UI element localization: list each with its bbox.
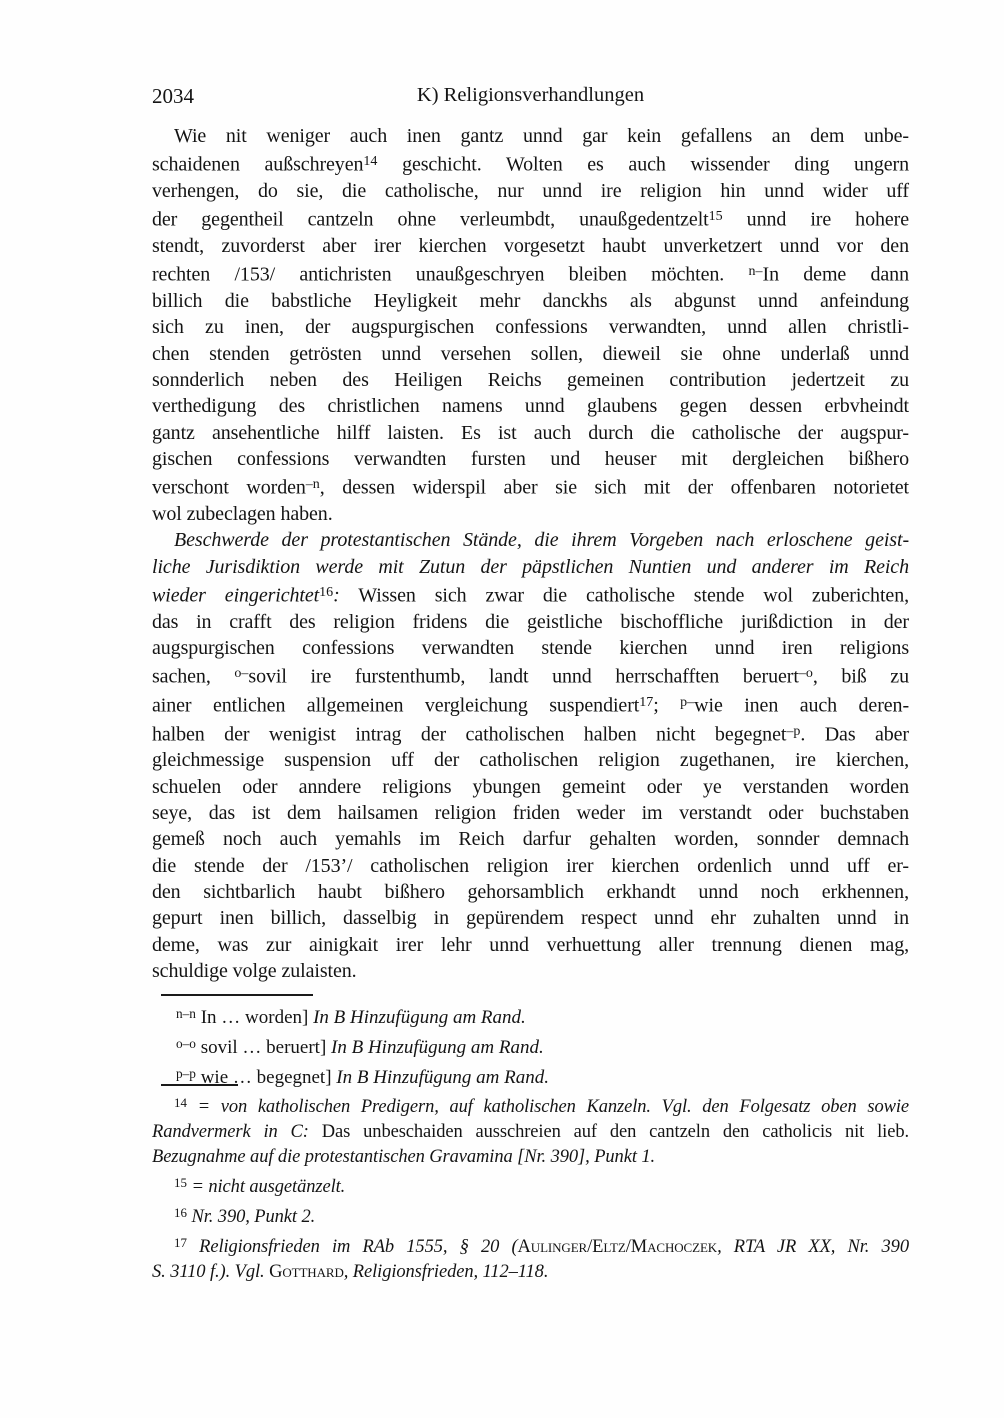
text-line <box>152 1061 909 1091</box>
text-segment: , Religionsfrieden, 112–118. <box>343 1261 549 1282</box>
text-line <box>152 1001 909 1031</box>
text-segment: der gegentheil cantzeln ohne verleumbdt, unaußgedentzelt <box>152 208 709 231</box>
text-segment: In B Hinzufügung am Rand. <box>331 1037 544 1059</box>
text-segment: In … worden] <box>195 1007 314 1029</box>
superscript-mark: –p <box>786 723 801 739</box>
text-segment: In deme dann <box>762 263 909 286</box>
text-segment: gischen confessions verwandten fursten und heuser mit dergleichen bißhero <box>152 448 909 471</box>
text-segment: halben der wenigist intrag der catholischen halben nicht begegnet <box>152 723 787 746</box>
paragraph <box>152 123 909 527</box>
text-segment: verschont worden <box>152 476 306 499</box>
text-line <box>152 178 909 204</box>
text-segment: gepurt inen billich, dasselbig in gepürendem respect unnd ehr zuhalten unnd in <box>152 907 909 930</box>
text-segment: Machoczek <box>630 1236 718 1257</box>
text-segment: Gotthard <box>269 1261 344 1282</box>
superscript-mark: o– <box>234 666 249 682</box>
text-segment: = nicht ausgetänzelt. <box>186 1176 346 1197</box>
apparatus-separator-rule <box>161 994 313 996</box>
text-segment: wieder eingerichtet <box>152 584 320 607</box>
text-segment: S. 3110 f.). Vgl. <box>152 1261 270 1282</box>
text-segment: verthedigung des christlichen namens unnd glaubens gegen dessen erbvheindt <box>152 395 909 418</box>
text-segment: wol zubeclagen haben. <box>152 503 333 526</box>
text-segment: gemeß noch auch yemahls im Reich darfur gehalten worden, sonnder demnach <box>152 828 909 851</box>
text-line <box>152 288 909 314</box>
text-line <box>152 446 909 472</box>
text-line <box>152 690 909 719</box>
text-segment: Wie nit weniger auch inen gantz unnd gar kein gefallens an dem unbe- <box>174 125 909 147</box>
text-line <box>152 341 909 367</box>
superscript-mark: 15 <box>708 209 723 225</box>
text-segment: sachen, <box>152 665 235 688</box>
superscript-mark: n– <box>748 264 763 280</box>
text-segment: chen stenden getrösten unnd versehen sollen, dieweil sie ohne underlaß unnd <box>152 342 909 365</box>
superscript-mark: 17 <box>174 1234 187 1250</box>
text-line <box>152 879 909 905</box>
footnote <box>152 1170 909 1200</box>
text-segment: stendt, zuvorderst aber irer kierchen vorgesetzt haubt unverketzert unnd vor den <box>152 235 909 257</box>
text-line <box>152 826 909 852</box>
text-segment: / <box>625 1236 631 1257</box>
text-segment: Aulinger <box>517 1236 588 1257</box>
text-segment: unnd ire hohere <box>722 208 909 231</box>
text-segment: sich zu inen, der augspurgischen confessions verwandten, unnd allen christli- <box>152 316 909 339</box>
text-segment: . Das aber <box>800 723 909 746</box>
superscript-mark: p–p <box>176 1066 196 1082</box>
critical-apparatus <box>152 1001 909 1091</box>
text-line <box>152 580 909 609</box>
text-line <box>152 1170 909 1200</box>
text-segment: sovil … beruert] <box>195 1037 332 1059</box>
footnote <box>152 1200 909 1230</box>
superscript-mark: 15 <box>174 1174 187 1190</box>
text-line <box>152 1230 909 1260</box>
text-segment: : <box>333 584 340 607</box>
text-line <box>152 747 909 773</box>
text-line <box>152 259 909 288</box>
text-segment: In B Hinzufügung am Rand. <box>336 1067 549 1089</box>
text-line <box>152 958 909 984</box>
text-line <box>152 554 909 580</box>
superscript-mark: p– <box>680 695 695 711</box>
text-segment: , RTA JR XX, Nr. 390 <box>717 1236 909 1257</box>
text-line <box>152 800 909 826</box>
page-number: 2034 <box>152 84 194 108</box>
text-segment: schaidenen außschreyen <box>152 153 364 176</box>
footnote <box>152 1230 909 1285</box>
text-line <box>152 609 909 635</box>
text-segment: liche Jurisdiktion werde mit Zutun der päpstlichen Nuntien und anderer im Reich <box>152 555 909 578</box>
superscript-mark: 14 <box>174 1095 187 1110</box>
text-segment: den sichtbarlich haubt bißhero gehorsamblich erkhandt unnd noch erkhennen, <box>152 881 909 904</box>
text-segment: = von katholischen Predigern, auf katholischen Kanzeln. Vgl. den Folgesatz oben sowie <box>186 1096 909 1117</box>
text-segment: Das unbeschaiden ausschreien auf den cantzeln den catholicis nit lieb. <box>321 1121 909 1142</box>
text-line <box>152 905 909 931</box>
text-line <box>152 661 909 690</box>
text-line <box>152 204 909 233</box>
text-line <box>152 420 909 446</box>
text-segment: , biß zu <box>812 665 909 688</box>
superscript-mark: 14 <box>363 154 378 170</box>
text-segment: Eltz <box>592 1236 626 1257</box>
text-segment: In B Hinzufügung am Rand. <box>313 1007 526 1029</box>
text-segment: Wissen sich zwar die catholische stende wol zuberichten, <box>339 584 909 607</box>
text-segment: schuldige volge zulaisten. <box>152 960 357 983</box>
superscript-mark: 16 <box>174 1204 187 1220</box>
text-segment: ainer entlichen allgemeinen vergleichung suspendiert <box>152 694 640 717</box>
text-line <box>152 1260 909 1285</box>
paragraph <box>152 527 909 984</box>
page-header <box>152 84 909 110</box>
text-segment: Religionsfrieden im RAb 1555, § 20 ( <box>186 1236 518 1257</box>
text-line <box>152 501 909 527</box>
footnote <box>152 1090 909 1170</box>
text-segment: Beschwerde der protestantischen Stände, die ihrem Vorgeben nach erloschene geist- <box>174 529 909 552</box>
superscript-mark: o–o <box>176 1036 196 1052</box>
superscript-mark: 17 <box>639 695 654 711</box>
text-segment: Bezugnahme auf die protestantischen Gravamina [Nr. 390], Punkt 1. <box>152 1146 656 1167</box>
running-head: K) Religionsverhandlungen <box>416 84 645 106</box>
text-segment: das in crafft des religion fridens die geistliche bischoffliche jurißdiction in der <box>152 610 909 633</box>
apparatus-block <box>152 1001 909 1091</box>
text-line <box>152 1090 909 1120</box>
text-segment: sovil ire furstenthumb, landt unnd herrschafften beruert <box>248 665 799 688</box>
text-segment: deme, was zur ainigkait irer lehr unnd verhuettung aller trennung dienen mag, <box>152 933 909 956</box>
text-line <box>152 472 909 501</box>
text-segment: augspurgischen confessions verwandten stende kierchen unnd iren religions <box>152 637 909 660</box>
superscript-mark: –o <box>798 666 813 682</box>
text-line <box>152 719 909 748</box>
text-segment: wie … begegnet] <box>195 1067 337 1089</box>
text-line <box>152 367 909 393</box>
footnotes <box>152 1090 909 1285</box>
text-segment: verhengen, do sie, die catholische, nur unnd ire religion hin unnd wider uff <box>152 180 909 202</box>
text-segment: wie inen auch deren- <box>694 694 910 717</box>
text-segment: / <box>587 1236 593 1257</box>
text-segment: , dessen widerspil aber sie sich mit der offenbaren notorietet <box>319 476 910 499</box>
text-segment: Randvermerk in C: <box>152 1121 322 1142</box>
superscript-mark: 16 <box>319 585 334 601</box>
text-segment: Nr. 390, Punkt 2. <box>186 1206 316 1227</box>
text-segment: die stende der /153’/ catholischen religion irer kierchen ordenlich unnd uff er- <box>152 854 909 877</box>
text-segment: rechten /153/ antichristen unaußgeschryen bleiben möchten. <box>152 263 749 286</box>
text-segment: gantz ansehentliche hilff laisten. Es ist auch durch die catholische der augspur- <box>152 421 909 444</box>
text-segment: ; <box>653 694 681 717</box>
text-line <box>152 635 909 661</box>
text-line <box>152 123 909 149</box>
text-line <box>152 1120 909 1145</box>
text-line <box>152 393 909 419</box>
text-segment: sonnderlich neben des Heiligen Reichs gemeinen contribution jedertzeit zu <box>152 369 909 392</box>
text-line <box>152 314 909 340</box>
text-line <box>152 853 909 879</box>
text-line <box>152 932 909 958</box>
text-segment: seye, das ist dem hailsamen religion friden weder im verstandt oder buchstaben <box>152 802 909 825</box>
text-line <box>152 233 909 259</box>
text-line <box>152 1200 909 1230</box>
text-line <box>152 1145 909 1170</box>
superscript-mark: –n <box>305 477 320 493</box>
footnote-separator-rule <box>161 1084 238 1086</box>
text-line <box>152 149 909 178</box>
text-line <box>152 1031 909 1061</box>
text-segment: schuelen oder anndere religions ybungen gemeint oder ye verstanden worden <box>152 775 909 798</box>
text-line <box>152 527 909 553</box>
text-segment: billich die babstliche Heyligkeit mehr danckhs als abgunst unnd anfeindung <box>152 290 909 312</box>
text-segment: geschicht. Wolten es auch wissender ding ungern <box>377 153 909 176</box>
superscript-mark: n–n <box>176 1006 196 1021</box>
body-text <box>152 123 909 985</box>
text-segment: gleichmessige suspension uff der catholischen religion zugethanen, ire kierchen, <box>152 749 909 772</box>
text-line <box>152 774 909 800</box>
